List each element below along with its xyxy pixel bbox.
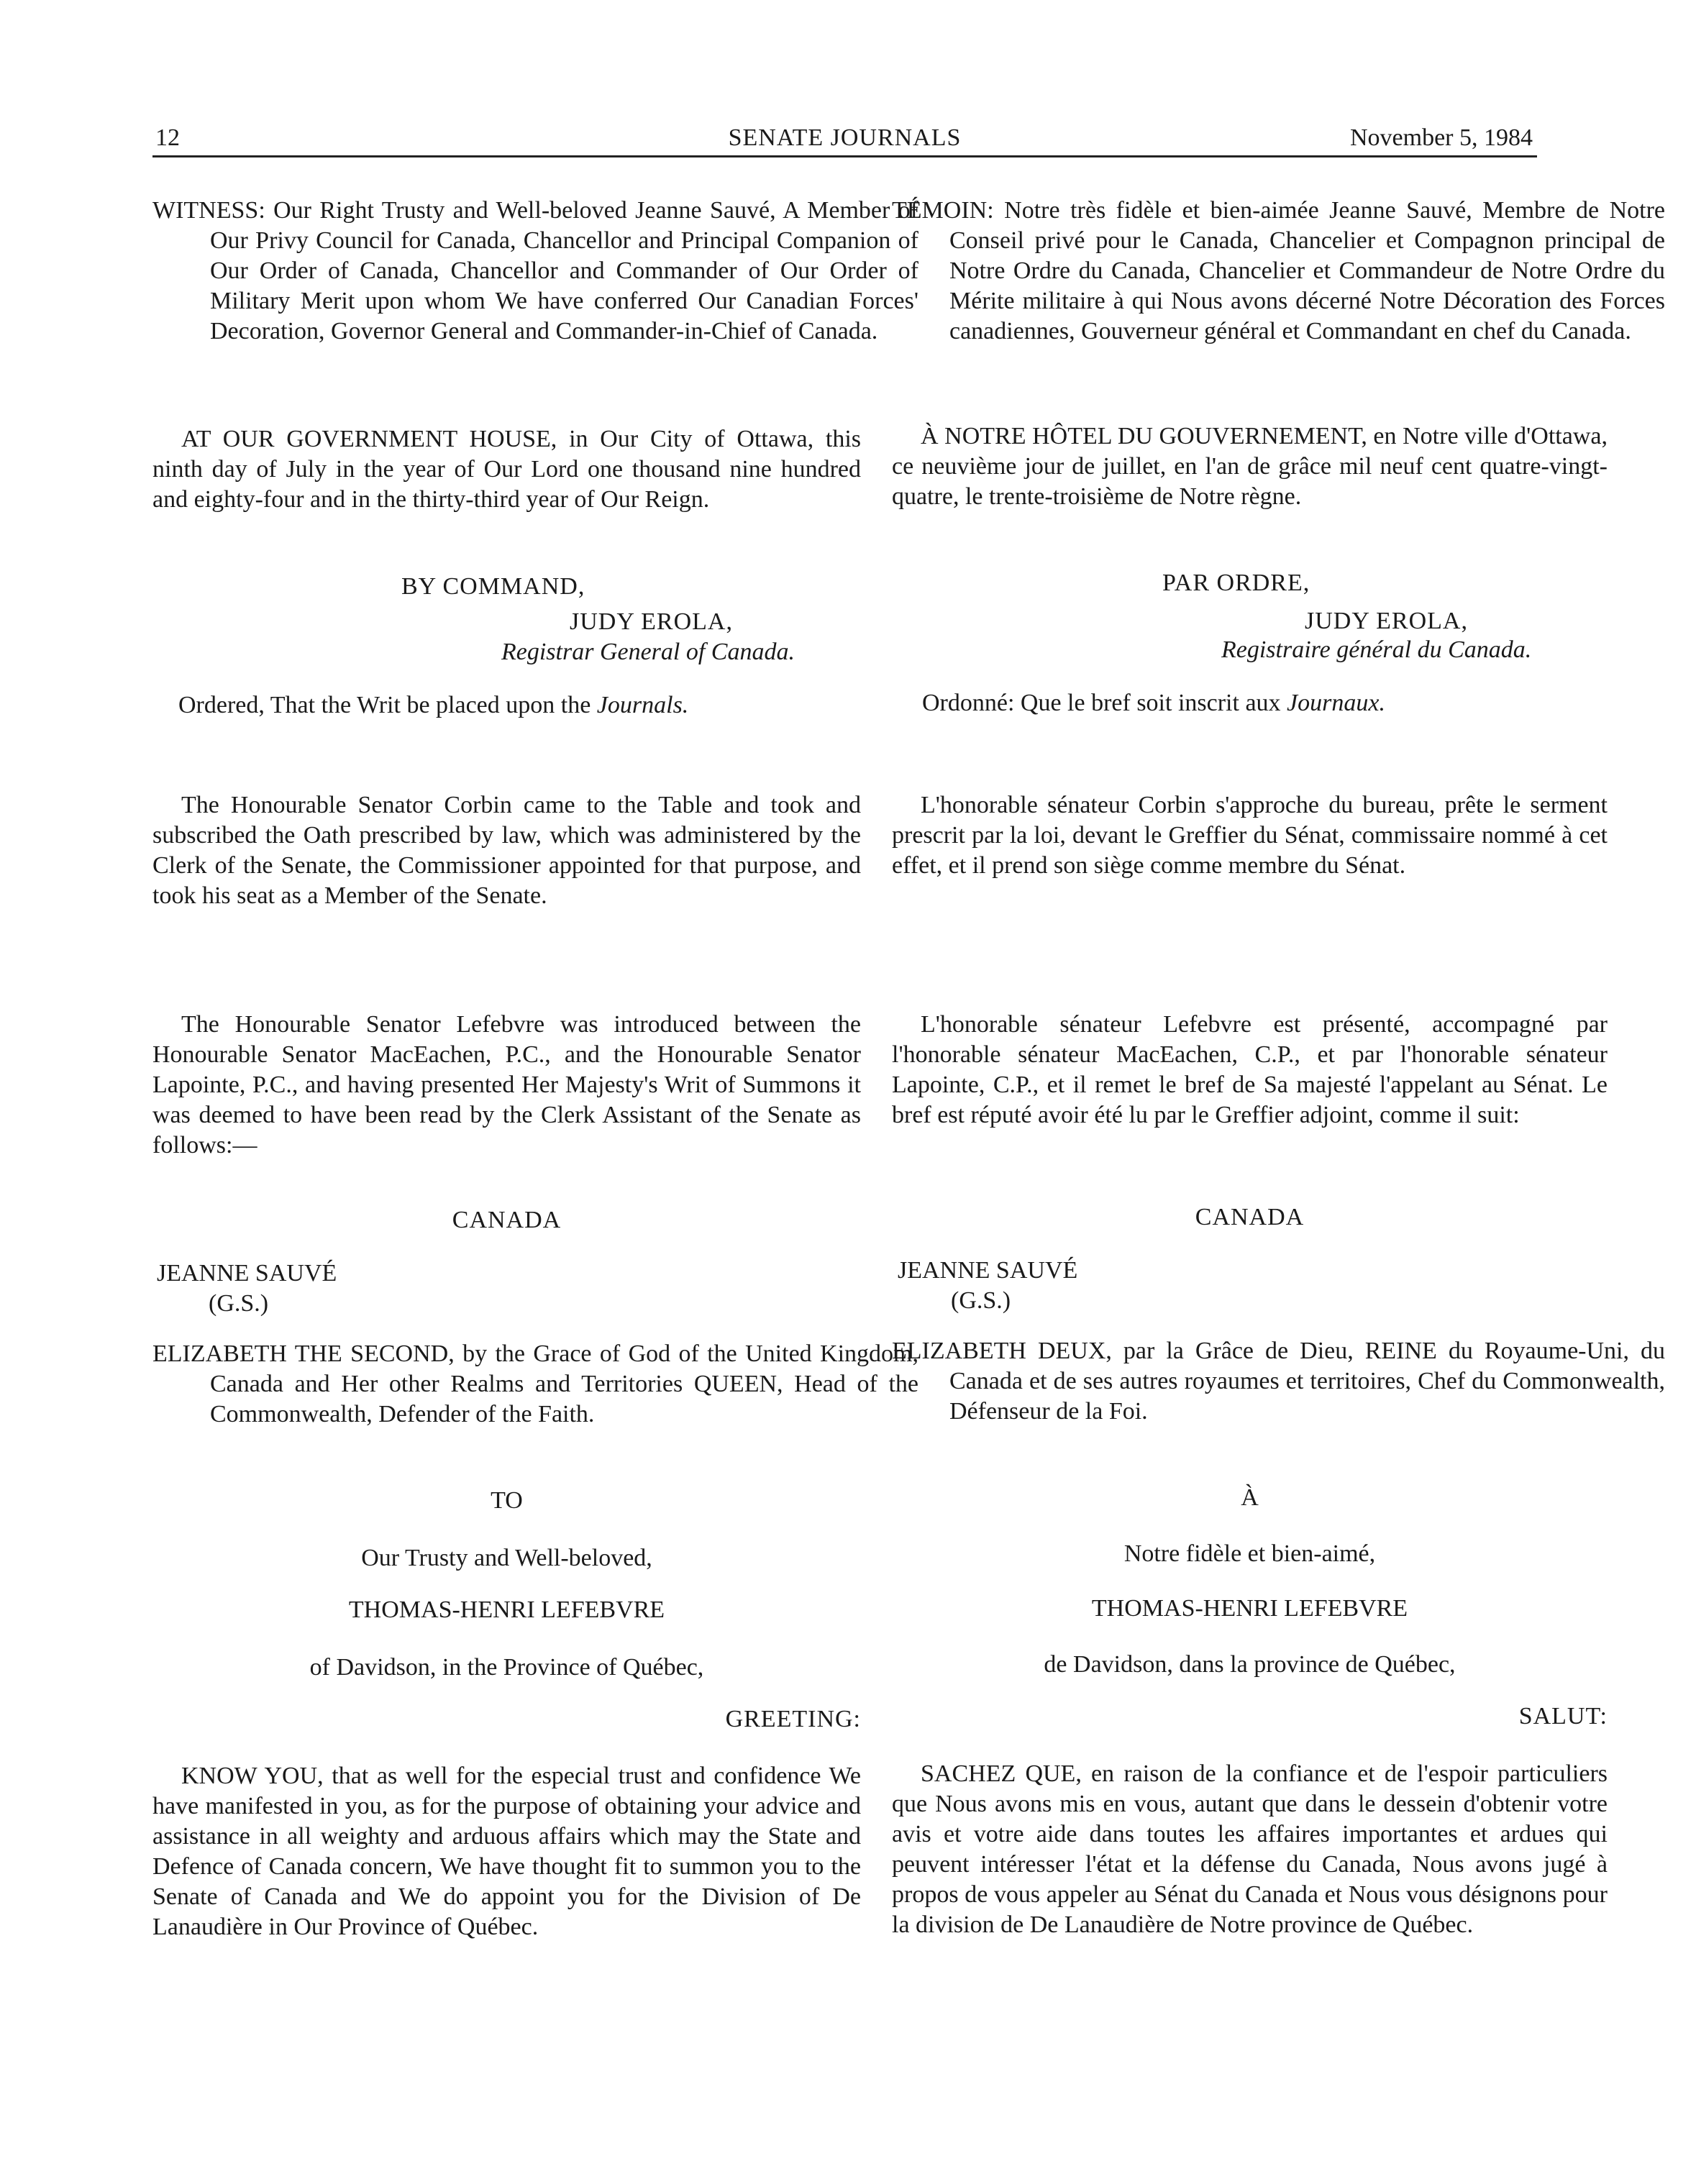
signatory-name-en: JUDY EROLA, (570, 608, 733, 635)
greeting: GREETING: (725, 1706, 861, 1732)
signatory-title-fr: Registraire général du Canada. (1221, 636, 1532, 663)
corbin-paragraph-fr: L'honorable sénateur Corbin s'approche du bureau, prête le serment prescrit par la loi, devant le Greffier du Sénat, commissaire nommé à cet effet, et il prend son siège comme membre du Sénat. (892, 792, 1608, 879)
temoin-paragraph: TÉMOIN: Notre très fidèle et bien-aimée Jeanne Sauvé, Membre de Notre Conseil privé pour le Canada, Chancelier et Compagnon principal de Notre Ordre du Canada, Chancelier et Commandeur de Notre Ordre du Mérite militaire à qui Nous avons décerné Notre Décoration des Forces canadiennes, Gouverneur général et Commandant en chef du Canada. (892, 197, 1665, 344)
corbin-paragraph: The Honourable Senator Corbin came to the Table and took and subscribed the Oath prescribed by law, which was administered by the Clerk of the Senate, the Commissioner appointed for that purpose, and took his seat as a Member of the Senate. (152, 792, 861, 909)
journaux-word: Journaux. (1287, 690, 1385, 716)
gg-seal-en: (G.S.) (209, 1290, 269, 1317)
elizabeth-paragraph-fr: ELIZABETH DEUX, par la Grâce de Dieu, REINE du Royaume-Uni, du Canada et de ses autres royaumes et territoires, Chef du Commonwealth, Défenseur de la Foi. (892, 1338, 1665, 1425)
ordonne-line (922, 688, 1385, 718)
header-date: November 5, 1984 (1349, 124, 1533, 151)
of-davidson-en: of Davidson, in the Province of Québec, (309, 1654, 704, 1681)
lefebvre-paragraph-fr: L'honorable sénateur Lefebvre est présenté, accompagné par l'honorable sénateur MacEachen, C.P., et par l'honorable sénateur Lapointe, C.P., et il remet le bref de Sa majesté l'appelant au Sénat. Le bref est réputé avoir été lu par le Greffier adjoint, comme il suit: (892, 1011, 1608, 1128)
of-davidson-fr: de Davidson, dans la province de Québec, (1044, 1651, 1456, 1678)
ordered-text: Ordered, That the Writ be placed upon the (178, 692, 597, 718)
page-header (152, 121, 1537, 157)
journals-word: Journals. (596, 692, 689, 718)
appointee-en: THOMAS-HENRI LEFEBVRE (348, 1596, 665, 1623)
ordonne-text: Ordonné: Que le bref soit inscrit aux (922, 690, 1287, 716)
gg-seal-fr: (G.S.) (951, 1287, 1011, 1314)
gg-name-en: JEANNE SAUVÉ (157, 1260, 337, 1287)
by-command: BY COMMAND, (401, 573, 585, 600)
to-heading: TO (491, 1487, 523, 1514)
page-number: 12 (155, 124, 180, 151)
a-heading: À (1241, 1484, 1259, 1511)
fidele-line: Notre fidèle et bien-aimé, (1123, 1540, 1376, 1567)
trusty-line: Our Trusty and Well-beloved, (361, 1545, 652, 1571)
appointee-fr: THOMAS-HENRI LEFEBVRE (1091, 1595, 1408, 1622)
know-you-paragraph: KNOW YOU, that as well for the especial trust and confidence We have manifested in you, as for the purpose of obtaining your advice and assistance in all weighty and arduous affairs which may the State and Defence of Canada concern, We have thought fit to summon you to the Senate of Canada and We do appoint you for the Division of De Lanaudière in Our Province of Québec. (152, 1763, 861, 1940)
government-house-paragraph: AT OUR GOVERNMENT HOUSE, in Our City of Ottawa, this ninth day of July in the year of Our Lord one thousand nine hundred and eighty-four and in the thirty-third year of Our Reign. (152, 426, 861, 513)
canada-heading-fr: CANADA (1195, 1204, 1305, 1230)
hotel-paragraph: À NOTRE HÔTEL DU GOUVERNEMENT, en Notre ville d'Ottawa, ce neuvième jour de juillet, en l'an de grâce mil neuf cent quatre-vingt-quatre, le trente-troisième de Notre règne. (892, 423, 1608, 510)
ordered-line (178, 690, 688, 721)
running-title: SENATE JOURNALS (728, 124, 962, 151)
lefebvre-paragraph: The Honourable Senator Lefebvre was introduced between the Honourable Senator MacEachen, P.C., and the Honourable Senator Lapointe, P.C., and having presented Her Majesty's Writ of Summons it was deemed to have been read by the Clerk Assistant of the Senate as follows:— (152, 1011, 861, 1159)
salut: SALUT: (1518, 1703, 1608, 1730)
witness-paragraph: WITNESS: Our Right Trusty and Well-beloved Jeanne Sauvé, A Member of Our Privy Council for Canada, Chancellor and Principal Companion of Our Order of Canada, Chancellor and Commander of Our Order of Military Merit upon whom We have conferred Our Canadian Forces' Decoration, Governor General and Commander-in-Chief of Canada. (152, 197, 918, 344)
elizabeth-paragraph: ELIZABETH THE SECOND, by the Grace of God of the United Kingdom, Canada and Her other Realms and Territories QUEEN, Head of the Commonwealth, Defender of the Faith. (152, 1340, 918, 1427)
signatory-name-fr: JUDY EROLA, (1305, 608, 1468, 634)
signatory-title-en: Registrar General of Canada. (501, 639, 795, 665)
par-ordre: PAR ORDRE, (1162, 570, 1310, 596)
sachez-paragraph: SACHEZ QUE, en raison de la confiance et de l'espoir particuliers que Nous avons mis en vous, autant que dans le dessein d'obtenir votre avis et votre aide dans toutes les affaires importantes et ardues qui peuvent intéresser l'état et la défense du Canada, Nous avons jugé à propos de vous appeler au Sénat du Canada et Nous vous désignons pour la division de De Lanaudière de Notre province de Québec. (892, 1760, 1608, 1938)
gg-name-fr: JEANNE SAUVÉ (898, 1257, 1078, 1284)
canada-heading-en: CANADA (452, 1207, 562, 1233)
